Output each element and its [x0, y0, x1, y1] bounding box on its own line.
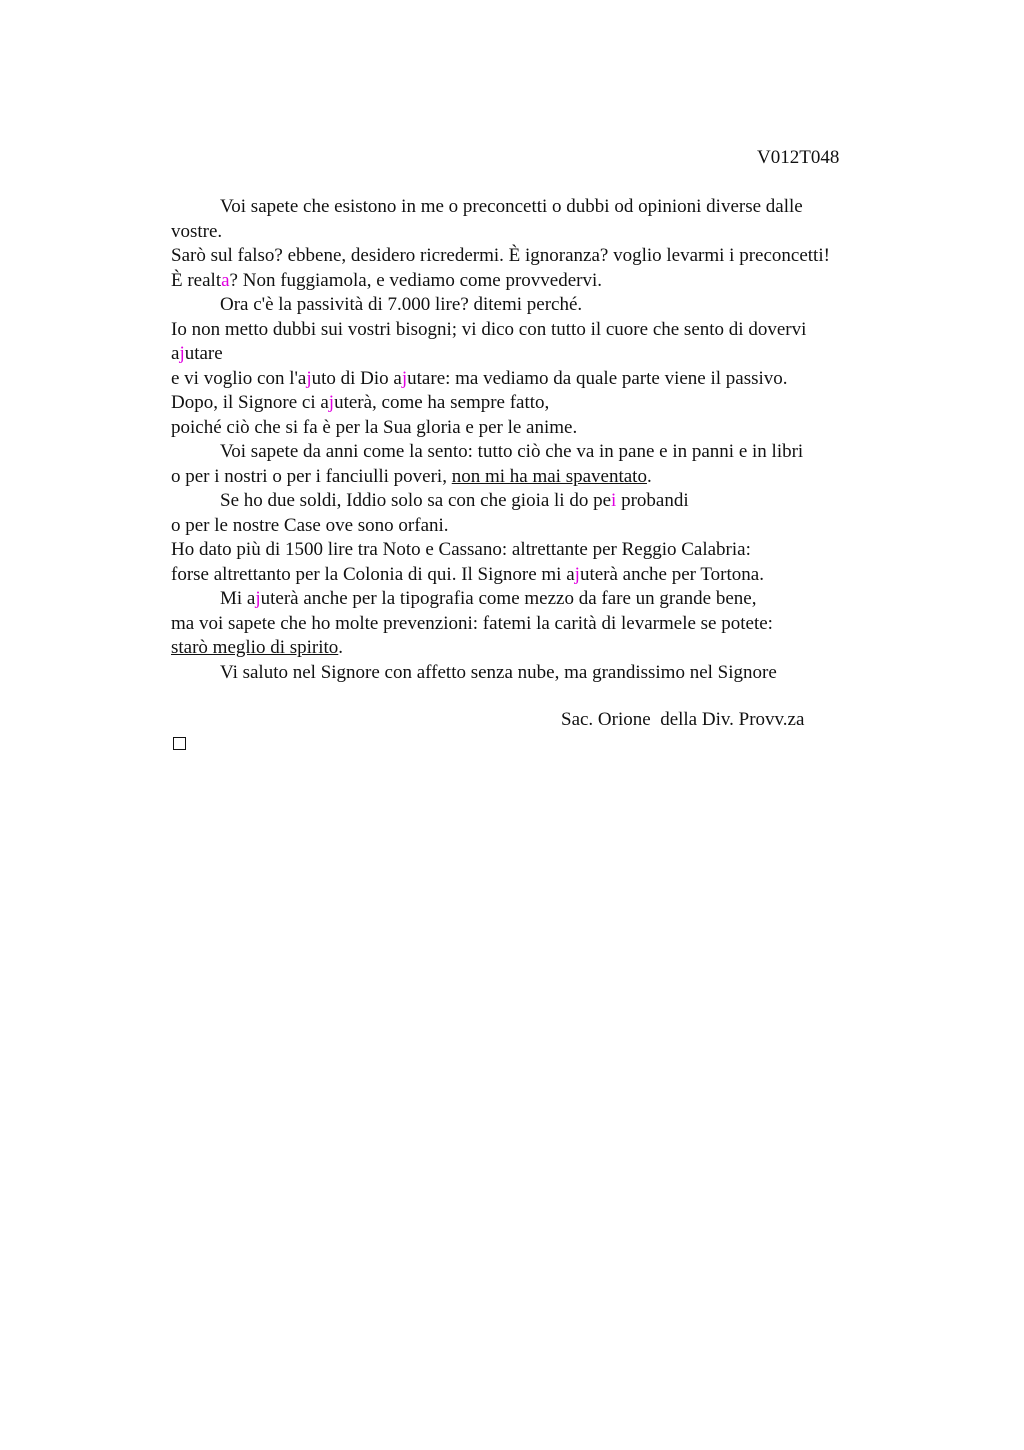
- text-segment: t: [215, 269, 222, 291]
- letter-line: [171, 563, 911, 588]
- text-segment: Dopo, il Signore ci a: [171, 392, 329, 413]
- letter-line: poiché ciò che si fa è per la Sua gloria e per le anime.: [171, 416, 578, 438]
- text-segment: .: [646, 465, 652, 487]
- underlined-phrase: starò meglio di spirito: [171, 637, 339, 658]
- letter-body: [171, 195, 911, 685]
- text-segment: forse altrettanto per la Colonia di qui. Il Signore mi a: [171, 563, 575, 585]
- letter-line: [171, 587, 911, 612]
- text-segment: uterà anche per Tortona.: [579, 563, 764, 585]
- text-segment: probandi: [616, 490, 689, 511]
- text-segment: a: [171, 343, 180, 364]
- letter-line: Voi sapete che esistono in me o preconcetti o dubbi od opinioni diverse dalle: [220, 196, 803, 217]
- letter-line: o per le nostre Case ove sono orfani.: [171, 514, 449, 536]
- highlighted-letter: j: [574, 563, 580, 585]
- letter-line: [171, 367, 911, 392]
- letter-line: [171, 269, 911, 294]
- letter-line: [171, 636, 911, 661]
- letter-line: [171, 465, 911, 490]
- text-segment: ? Non fuggiamola, e vediamo come provvedervi.: [229, 269, 603, 291]
- highlighted-letter: j: [306, 367, 312, 389]
- highlighted-letter: j: [328, 392, 335, 413]
- letter-line: [171, 391, 911, 416]
- highlighted-letter: j: [179, 343, 185, 364]
- letter-line: [171, 489, 911, 514]
- text-segment: uterà anche per la tipografia come mezzo da fare un grande bene,: [260, 588, 757, 609]
- text-segment: uterà, come ha sempre fatto,: [334, 392, 550, 413]
- text-segment: È real: [171, 269, 216, 291]
- text-segment: uto di Dio a: [311, 367, 402, 389]
- letter-line: ma voi sapete che ho molte prevenzioni: fatemi la carità di levarmele se potete:: [171, 612, 773, 634]
- highlighted-letter: i: [611, 490, 617, 511]
- text-segment: e vi voglio con l'a: [171, 367, 307, 389]
- highlighted-letter: j: [401, 367, 408, 389]
- letter-line: Voi sapete da anni come la sento: tutto ciò che va in pane e in panni e in libri: [220, 441, 804, 462]
- text-segment: utare: [184, 343, 223, 364]
- highlighted-letter: j: [255, 588, 261, 609]
- underlined-phrase: non mi ha mai spaventato: [451, 465, 647, 487]
- letter-line: Ho dato più di 1500 lire tra Noto e Cassano: altrettante per Reggio Calabria:: [171, 539, 751, 560]
- letter-line: Io non metto dubbi sui vostri bisogni; vi dico con tutto il cuore che sento di dovervi: [171, 318, 807, 340]
- letter-line: Vi saluto nel Signore con affetto senza nube, ma grandissimo nel Signore: [220, 661, 777, 683]
- checkbox[interactable]: [173, 737, 186, 750]
- text-segment: .: [338, 637, 344, 658]
- letter-line: vostre.: [171, 220, 223, 242]
- letter-line: Ora c'è la passività di 7.000 lire? ditemi perché.: [220, 294, 583, 315]
- letter-line: Sarò sul falso? ebbene, desidero ricredermi. È ignoranza? voglio levarmi i preconcetti!: [171, 245, 830, 266]
- highlighted-letter: a: [221, 269, 230, 291]
- text-segment: utare: ma vediamo da quale parte viene il passivo.: [407, 367, 788, 389]
- text-segment: o per i nostri o per i fanciulli poveri,: [171, 465, 452, 487]
- document-id: V012T048: [757, 147, 840, 168]
- text-segment: Mi a: [220, 588, 256, 609]
- letter-line: [171, 342, 911, 367]
- signature: Sac. Orione della Div. Provv.za: [561, 709, 805, 730]
- text-segment: Se ho due soldi, Iddio solo sa con che gioia li do pe: [220, 490, 612, 511]
